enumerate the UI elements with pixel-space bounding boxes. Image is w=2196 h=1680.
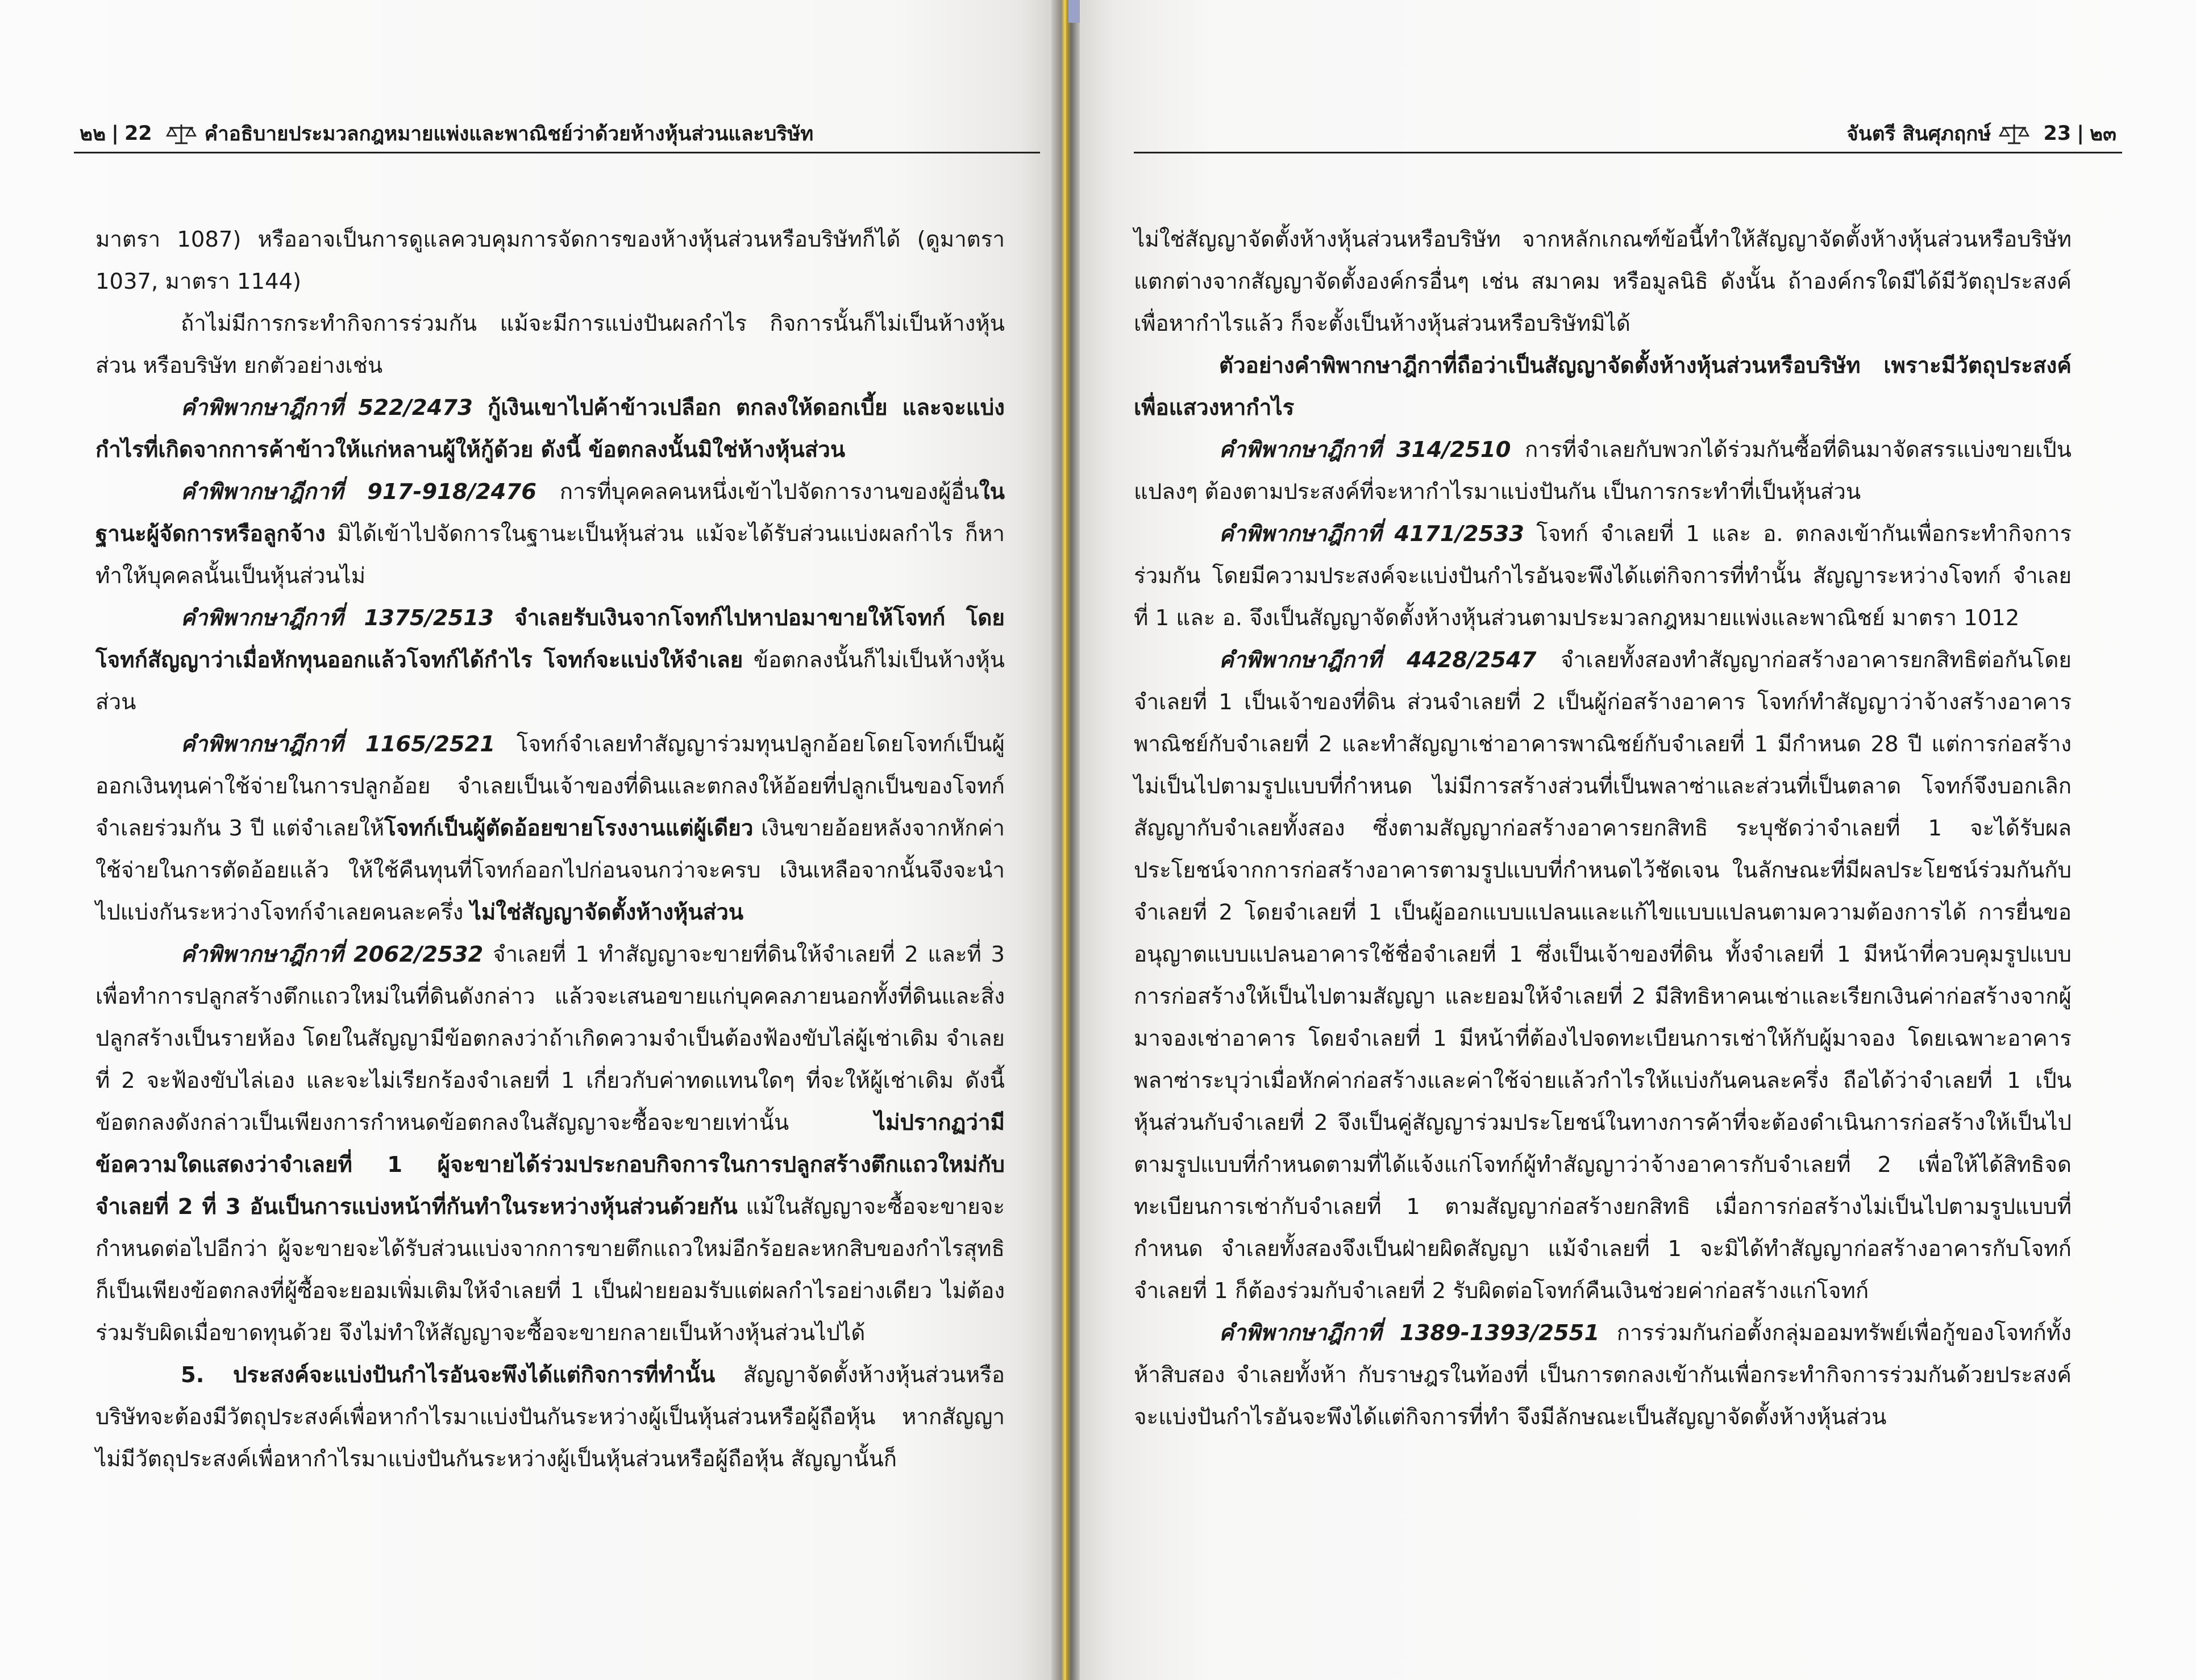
paragraph-text-run: ไม่ใช่สัญญาจัดตั้งห้างหุ้นส่วนหรือบริษัท จากหลักเกณฑ์ข้อนี้ทำให้สัญญาจัดตั้งห้างหุ้นส่วนหรือบริษัทแตกต่างจากสัญญาจัดตั้งองค์กรอื่นๆ เช่น สมาคม หรือมูลนิธิ ดังนั้น ถ้าองค์กรใดมีได้มีวัตถุประสงค์เพื่อหากำไรแล้ว ก็จะตั้งเป็นห้างหุ้นส่วนหรือบริษัทมิได้ — [1134, 227, 2072, 336]
paragraph-text-run: การที่จำเลยกับพวกได้ร่วมกันซื้อที่ดินมาจัดสรรแบ่งขายเป็นแปลงๆ ต้องตามประสงค์ที่จะหากำไรมาแบ่งปันกัน เป็นการกระทำที่เป็นหุ้นส่วน — [1134, 437, 2072, 505]
case-citation: คำพิพากษาฎีกาที่ 1165/2521 — [181, 731, 496, 757]
left-body-text — [95, 219, 1012, 1481]
left-header-title: คำอธิบายประมวลกฎหมายแพ่งและพาณิชย์ว่าด้วยห้างหุ้นส่วนและบริษัท — [204, 122, 814, 145]
paragraph — [95, 303, 1005, 387]
paragraph — [1134, 429, 2072, 513]
case-citation: คำพิพากษาฎีกาที่ 314/2510 — [1219, 437, 1511, 463]
paragraph-text-run: การร่วมกันก่อตั้งกลุ่มออมทรัพย์เพื่อกู้ของโจทก์ทั้งห้าสิบสอง จำเลยทั้งห้า กับราษฎรในท้องที่ เป็นการตกลงเข้ากันเพื่อกระทำกิจการร่วมกันด้วยประสงค์จะแบ่งปันกำไรอันจะพึงได้แต่กิจการที่ทำ จึงมีลักษณะเป็นสัญญาจัดตั้งห้างหุ้นส่วน — [1134, 1320, 2072, 1430]
right-running-header — [1134, 114, 2122, 153]
case-citation: คำพิพากษาฎีกาที่ 1389-1393/2551 — [1219, 1320, 1600, 1346]
left-page — [0, 0, 1051, 1680]
paragraph-text-run: แม้ในสัญญาจะซื้อจะขายจะกำหนดต่อไปอีกว่า ผู้จะขายจะได้รับส่วนแบ่งจากการขายตึกแถวใหม่อีกร้อยละหกสิบของกำไรสุทธิ ก็เป็นเพียงข้อตกลงที่ผู้ซื้อจะยอมเพิ่มเติมให้จำเลยที่ 1 เป็นฝ่ายยอมรับแต่ผลกำไรอย่างเดียว ไม่ต้องร่วมรับผิดเมื่อขาดทุนด้วย จึงไม่ทำให้สัญญาจะซื้อจะขายกลายเป็นห้างหุ้นส่วนไปได้ — [95, 1194, 1012, 1346]
paragraph — [95, 219, 1012, 303]
left-header-separator: | — [111, 122, 119, 145]
paragraph — [1134, 513, 2072, 639]
book-gutter — [1051, 0, 1080, 1680]
case-citation: คำพิพากษาฎีกาที่ 522/2473 — [181, 395, 473, 421]
paragraph-text-run: มาตรา 1087) หรืออาจเป็นการดูแลควบคุมการจัดการของห้างหุ้นส่วนหรือบริษัทก็ได้ (ดูมาตรา 1037, มาตรา 1144) — [95, 227, 1012, 294]
scales-of-justice-icon — [166, 122, 197, 145]
paragraph-text-run: โจทก์ จำเลยที่ 1 และ อ. ตกลงเข้ากันเพื่อกระทำกิจการร่วมกัน โดยมีความประสงค์จะแบ่งปันกำไรอันจะพึงได้แต่กิจการที่ทำนั้น สัญญาระหว่างโจทก์ จำเลยที่ 1 และ อ. จึงเป็นสัญญาจัดตั้งห้างหุ้นส่วนตามประมวลกฎหมายแพ่งและพาณิชย์ มาตรา 1012 — [1134, 521, 2072, 631]
case-citation: คำพิพากษาฎีกาที่ 4428/2547 — [1219, 647, 1537, 673]
paragraph-text-run: เงินขายอ้อยหลังจากหักค่าใช้จ่ายในการตัดอ้อยแล้ว ให้ใช้คืนทุนที่โจทก์ออกไปก่อนจนกว่าจะครบ เงินเหลือจากนั้นจึงจะนำไปแบ่งกันระหว่างโจทก์จำเลยคนละครึ่ง — [95, 816, 1005, 925]
paragraph — [95, 1354, 1005, 1481]
paragraph — [95, 597, 1005, 723]
paragraph-text-run: ในฐานะผู้จัดการหรือลูกจ้าง — [95, 479, 1005, 547]
paragraph — [95, 471, 1005, 597]
paragraph-text-run: กู้เงินเขาไปค้าข้าวเปลือก ตกลงให้ดอกเบี้ย และจะแบ่งกำไรที่เกิดจากการค้าข้าวให้แก่หลานผู้ให้กู้ด้วย ดังนี้ ข้อตกลงนั้นมิใช่ห้างหุ้นส่วน — [95, 395, 1005, 463]
paragraph-text-run: ข้อตกลงนั้นก็ไม่เป็นห้างหุ้นส่วน — [95, 647, 1005, 715]
left-header-rule — [74, 152, 1040, 153]
paragraph — [95, 723, 1005, 934]
paragraph-text-run: สัญญาจัดตั้งห้างหุ้นส่วนหรือบริษัทจะต้องมีวัตถุประสงค์เพื่อหากำไรมาแบ่งปันกันระหว่างผู้เป็นหุ้นส่วนหรือผู้ถือหุ้น หากสัญญาไม่มีวัตถุประสงค์เพื่อหากำไรมาแบ่งปันกันระหว่างผู้เป็นหุ้นส่วนหรือผู้ถือหุ้น สัญญานั้นก็ — [95, 1362, 1005, 1472]
paragraph-text-run: มิได้เข้าไปจัดการในฐานะเป็นหุ้นส่วน แม้จะได้รับส่วนแบ่งผลกำไร ก็หาทำให้บุคคลนั้นเป็นหุ้นส่วนไม่ — [95, 521, 1005, 589]
right-thai-page-number: ๒๓ — [2090, 122, 2116, 145]
paragraph-text-run: ไม่ใช่สัญญาจัดตั้งห้างหุ้นส่วน — [470, 900, 744, 925]
paragraph-text-run: การที่บุคคลคนหนึ่งเข้าไปจัดการงานของผู้อื่น — [536, 479, 979, 505]
paragraph — [95, 934, 1012, 1354]
paragraph-text-run: ไม่ปรากฏว่ามีข้อความใดแสดงว่าจำเลยที่ 1 ผู้จะขายได้ร่วมประกอบกิจการในการปลูกสร้างตึกแถวใหม่กับจำเลยที่ 2 ที่ 3 อันเป็นการแบ่งหน้าที่กันทำในระหว่างหุ้นส่วนด้วยกัน — [95, 1110, 1005, 1220]
left-page-number: 22 — [124, 122, 152, 145]
paragraph — [1134, 219, 2072, 345]
paragraph-text-run: 5. ประสงค์จะแบ่งปันกำไรอันจะพึงได้แต่กิจการที่ทำนั้น — [181, 1362, 716, 1388]
paragraph-text-run: จำเลยที่ 1 ทำสัญญาจะขายที่ดินให้จำเลยที่ 2 และที่ 3 เพื่อทำการปลูกสร้างตึกแถวใหม่ในที่ดินดังกล่าว แล้วจะเสนอขายแก่บุคคลภายนอกทั้งที่ดินและสิ่งปลูกสร้างเป็นรายห้อง โดยในสัญญามีข้อตกลงว่าถ้าเกิดความจำเป็นต้องฟ้องขับไล่ผู้เช่าเดิม จำเลยที่ 2 จะฟ้องขับไล่เอง และจะไม่เรียกร้องจำเลยที่ 1 เกี่ยวกับค่าทดแทนใดๆ ที่จะให้ผู้เช่าเดิม ดังนี้ ข้อตกลงดังกล่าวเป็นเพียงการกำหนดข้อตกลงในสัญญาจะซื้อจะขายเท่านั้น — [95, 942, 1012, 1136]
paragraph — [1134, 639, 2079, 1312]
right-header-author: จันตรี สินศุภฤกษ์ — [1846, 122, 1991, 145]
right-body-text — [1134, 219, 2079, 1438]
case-citation: คำพิพากษาฎีกาที่ 917-918/2476 — [181, 479, 537, 505]
right-page-number: 23 — [2043, 122, 2072, 145]
paragraph-text-run: โจทก์จำเลยทำสัญญาร่วมทุนปลูกอ้อยโดยโจทก์เป็นผู้ออกเงินทุนค่าใช้จ่ายในการปลูกอ้อย จำเลยเป็นเจ้าของที่ดินและตกลงให้อ้อยที่ปลูกเป็นของโจทก์จำเลยร่วมกัน 3 ปี แต่จำเลยให้ — [95, 731, 1005, 841]
paragraph-text-run: ถ้าไม่มีการกระทำกิจการร่วมกัน แม้จะมีการแบ่งปันผลกำไร กิจการนั้นก็ไม่เป็นห้างหุ้นส่วน หรือบริษัท ยกตัวอย่างเช่น — [95, 311, 1005, 379]
paragraph — [95, 387, 1005, 471]
left-thai-page-number: ๒๒ — [80, 122, 106, 145]
paragraph-text-run: จำเลยรับเงินจากโจทก์ไปหาปอมาขายให้โจทก์ โดยโจทก์สัญญาว่าเมื่อหักทุนออกแล้วโจทก์ได้กำไร โจทก์จะแบ่งให้จำเลย — [95, 605, 1005, 673]
left-running-header — [74, 114, 1040, 153]
right-page — [1080, 0, 2196, 1680]
paragraph-text-run: ตัวอย่างคำพิพากษาฎีกาที่ถือว่าเป็นสัญญาจัดตั้งห้างหุ้นส่วนหรือบริษัท เพราะมีวัตถุประสงค์เพื่อแสวงหากำไร — [1134, 353, 2072, 421]
case-citation: คำพิพากษาฎีกาที่ 2062/2532 — [181, 942, 484, 967]
paragraph — [1134, 345, 2072, 429]
case-citation: คำพิพากษาฎีกาที่ 1375/2513 — [181, 605, 494, 631]
paragraph-text-run: โจทก์เป็นผู้ตัดอ้อยขายโรงงานแต่ผู้เดียว — [384, 816, 754, 841]
case-citation: คำพิพากษาฎีกาที่ 4171/2533 — [1219, 521, 1524, 547]
right-header-separator: | — [2077, 122, 2084, 145]
scales-of-justice-icon — [1999, 122, 2029, 145]
paragraph — [1134, 1312, 2072, 1438]
paragraph-text-run: จำเลยทั้งสองทำสัญญาก่อสร้างอาคารยกสิทธิต่อกันโดยจำเลยที่ 1 เป็นเจ้าของที่ดิน ส่วนจำเลยที่ 2 เป็นผู้ก่อสร้างอาคาร โจทก์ทำสัญญาว่าจ้างสร้างอาคารพาณิชย์กับจำเลยที่ 2 และทำสัญญาเช่าอาคารพาณิชย์กับจำเลยที่ 1 มีกำหนด 28 ปี แต่การก่อสร้างไม่เป็นไปตามรูปแบบที่กำหนด ไม่มีการสร้างส่วนที่เป็นพลาซ่าและส่วนที่เป็นตลาด โจทก์จึงบอกเลิกสัญญากับจำเลยทั้งสอง ซึ่งตามสัญญาก่อสร้างอาคารยกสิทธิ ระบุชัดว่าจำเลยที่ 1 จะได้รับผลประโยชน์จากการก่อสร้างอาคารตามรูปแบบที่กำหนดไว้ชัดเจน ในลักษณะที่มีผลประโยชน์ร่วมกันกับจำเลยที่ 2 โดยจำเลยที่ 1 เป็นผู้ออกแบบแปลนและแก้ไขแบบแปลนตามความต้องการได้ การยื่นขออนุญาตแบบแปลนอาคารใช้ชื่อจำเลยที่ 1 ซึ่งเป็นเจ้าของที่ดิน ทั้งจำเลยที่ 1 มีหน้าที่ควบคุมรูปแบบการก่อสร้างให้เป็นไปตามสัญญา และยอมให้จำเลยที่ 2 มีสิทธิหาคนเช่าและเรียกเงินค่าก่อสร้างจากผู้มาจองเช่าอาคาร โดยจำเลยที่ 1 มีหน้าที่ต้องไปจดทะเบียนการเช่าให้กับผู้มาจอง โดยเฉพาะอาคารพลาซ่าระบุว่าเมื่อหักค่าก่อสร้างและค่าใช้จ่ายแล้วกำไรให้แบ่งกันคนละครึ่ง ถือได้ว่าจำเลยที่ 1 เป็นหุ้นส่วนกับจำเลยที่ 2 จึงเป็นคู่สัญญาร่วมประโยชน์ในทางการค้าที่จะต้องดำเนินการก่อสร้างให้เป็นไปตามรูปแบบที่กำหนดตามที่ได้แจ้งแก่โจทก์ผู้ทำสัญญาว่าจ้างอาคารกับจำเลยที่ 2 เพื่อให้ได้สิทธิจดทะเบียนการเช่ากับจำเลยที่ 1 ตามสัญญาก่อสร้างยกสิทธิ เมื่อการก่อสร้างไม่เป็นไปตามรูปแบบที่กำหนด จำเลยทั้งสองจึงเป็นฝ่ายผิดสัญญา แม้จำเลยที่ 1 จะมิได้ทำสัญญาก่อสร้างอาคารกับโจทก์ จำเลยที่ 1 ก็ต้องร่วมกับจำเลยที่ 2 รับผิดต่อโจทก์คืนเงินช่วยค่าก่อสร้างแก่โจทก์ — [1134, 647, 2079, 1304]
right-header-rule — [1134, 152, 2122, 153]
